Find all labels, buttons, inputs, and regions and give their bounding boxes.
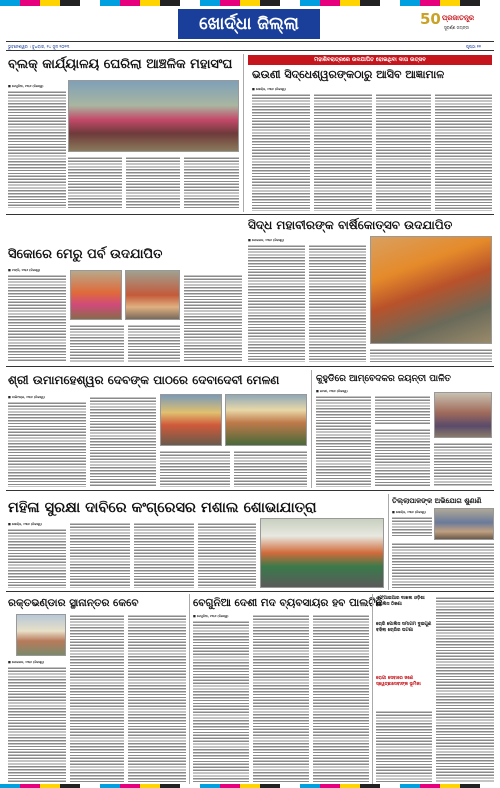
masthead-tag: ସୁବର୍ଣ୍ଣ ଜୟନ୍ତୀ [444,25,470,30]
story-text-block-office-4 [184,156,239,208]
story-text-block-office-2 [68,156,122,208]
masthead-name: ପ୍ରଜାତନ୍ତ୍ର [442,14,475,22]
column-divider-2 [311,370,312,488]
dateline: ଭୁବନେଶ୍ୱର । ବୁଧବାର, ୧୪ ଜୁନ ୨୦୨୩ [8,44,70,49]
story-text-bhaunri-4 [435,93,492,211]
story-text-mahila-2 [70,522,130,588]
headline-tahsil: ତିଲ୍ଲାପାଳଙ୍କ ଅଭିଯୋଗ ଶୁଣାଣି [392,497,482,505]
photo-sikore-women [70,270,122,320]
story-text-siddha-2 [309,244,366,362]
story-text-kuhudi-2 [375,395,430,425]
section-rule-2 [6,366,494,367]
section-rule-3 [6,490,494,491]
page-number: ପୃଷ୍ଠା ୧୧ [466,44,481,49]
kicker-text: ମହାଶିବରାତ୍ରରେ ଉଦଯାପିତ ହୋଇଥିବା ଦାତା ଉତ୍ସବ [314,56,426,63]
photo-rakta-building [16,614,66,656]
byline-shri-uma: ■ ବାଲିଅନ୍ତା, ୧୩ା୬ (ନିଜସ୍ୱ) [8,395,45,399]
headline-begunia: ବେଗୁନିଆ ଦେଶୀ ମଦ ବ୍ୟବସାୟର ହବ ପାଲଟିଛି [193,597,383,609]
dateline-rule [6,50,494,51]
headline-mahila: ମହିଳା ସୁରକ୍ଷା ଦାବିରେ କଂଗ୍ରେସର ମଶାଲ ଶୋଭାଯାତ୍ରା [8,500,317,516]
headline-sikore: ସିକୋରେ ମେରୁ ପର୍ବ ଉଦଯାପିତ [8,247,163,262]
headline-block-office: ବ୍ଲକ୍ କାର୍ଯ୍ୟାଳୟ ଘେରିଲା ଆଞ୍ଚଳିକ ମହାସଂଘ [8,57,233,72]
byline-tahsil: ■ ଖୋର୍ଦ୍ଧା, ୧୩ା୬ (ନିଜସ୍ୱ) [392,510,426,514]
story-text-rakta-1 [8,666,66,782]
story-text-kuhudi-4 [434,442,492,487]
section-rule-4 [6,591,494,592]
header-rule [6,41,494,42]
brief-text-2 [436,596,494,782]
bottom-color-bar [0,784,500,788]
photo-kuhudi-meeting [434,392,492,438]
photo-tahsil-hearing [434,508,494,540]
brief-box-3 [376,676,432,706]
story-text-kuhudi-1 [316,395,371,487]
byline-kuhudi: ■ ଜଟଣୀ, ୧୩ା୬ (ନିଜସ୍ୱ) [316,389,348,393]
byline-block-office: ■ ବେଗୁନିଆ, ୧୩ା୬ (ନିଜସ୍ୱ) [8,84,44,88]
story-text-rakta-3 [128,614,186,782]
headline-siddha: ସିଦ୍ଧ ମହାବୀରଙ୍କ ବାର୍ଷିକୋତ୍ସବ ଉଦଯାପିତ [248,218,453,232]
story-text-mahila-3 [134,522,194,588]
story-text-mahila-4 [198,522,256,588]
photo-sikore-gathering [125,270,180,320]
section-title: ଖୋର୍ଦ୍ଧା ଜିଲ୍ଲା [199,14,299,34]
byline-rakta: ■ ବୋଲଗଡ, ୧୩ା୬ (ନିଜସ୍ୱ) [8,660,45,664]
story-text-sikore-1 [8,274,66,362]
story-text-sikore-3 [128,324,180,362]
headline-bhaunri: ଭଉଣୀ ସିଦ୍ଧେଶ୍ୱରଙ୍କଠାରୁ ଆସିବ ଆଜ୍ଞାମାଳ [252,68,445,81]
section-rule-1 [6,214,494,215]
column-divider-3 [388,494,389,590]
masthead [420,10,498,36]
story-text-bhaunri-2 [314,93,372,211]
brief-text-1 [376,710,432,782]
story-text-siddha-1 [248,244,305,362]
column-divider-1 [243,54,244,212]
section-title-box [178,9,320,39]
story-text-mahila-1 [8,528,66,588]
story-text-tahsil-2 [392,542,494,588]
story-text-begunia-1 [193,620,249,782]
column-divider-4 [189,594,190,784]
photo-block-office-protest [68,80,239,152]
story-text-shri-uma-1 [8,401,86,487]
story-text-siddha-3 [370,348,492,362]
byline-sikore: ■ ଟାଙ୍ଗି, ୧୩ା୬ (ନିଜସ୍ୱ) [8,268,41,272]
byline-bhaunri: ■ ଖୋର୍ଦ୍ଧା, ୧୩ା୬ (ନିଜସ୍ୱ) [252,87,286,91]
column-divider-5 [372,594,373,784]
story-text-shri-uma-2 [90,396,156,487]
story-text-begunia-3 [313,614,369,782]
top-color-bar [0,0,500,6]
brief-2-title: ଚୋରି ପୋଲିସ ସମାଗମ ଦୁଇଗୁଣ ବଢିଲା ଚୋରିର ଘଟଣା [376,622,432,633]
brief-1-title: ଏଫ୍‌ଆଇଆର ଦାଖଲ ଓଡ଼ିଶା ପୋଲିସ ଠିକଣା [376,596,425,607]
story-text-sikore-2 [70,324,124,362]
photo-shri-uma-chariot [160,394,222,446]
story-text-tahsil-1 [392,516,432,536]
brief-box-1 [376,596,432,620]
story-text-begunia-2 [253,614,309,782]
story-text-rakta-2 [70,614,124,782]
story-text-bhaunri-3 [376,93,431,211]
story-text-shri-uma-3 [160,450,230,487]
masthead-years: 50 [420,10,441,28]
headline-kuhudi: କୁହୁଡିରେ ଆମ୍ବେଦକର ଜୟନ୍ତୀ ପାଳିତ [316,374,451,384]
headline-rakta: ରକ୍ତଭଣ୍ଡାର ସ୍ଥାନାନ୍ତର କେବେ [8,597,139,609]
story-text-shri-uma-4 [234,450,307,487]
headline-shri-uma: ଶ୍ରୀ ଉମାମହେଶ୍ୱର ଦେବଙ୍କ ପାଠରେ ଦେବାଦେବୀ ମେଳଣ [8,373,280,387]
byline-siddha: ■ ବୋଲଗଡ, ୧୩ା୬ (ନିଜସ୍ୱ) [248,238,285,242]
photo-mahila-march [260,518,384,588]
story-text-bhaunri-1 [252,93,310,211]
byline-mahila: ■ ଖୋର୍ଦ୍ଧା, ୧୩ା୬ (ନିଜସ୍ୱ) [8,522,42,526]
story-text-sikore-4 [184,274,242,362]
story-text-block-office-1 [8,90,66,208]
photo-shri-uma-temple [225,394,307,446]
story-text-block-office-3 [126,156,180,208]
kicker-bar [248,55,492,65]
photo-siddha-procession [370,236,492,344]
story-text-kuhudi-3 [375,428,430,487]
brief-3-title: ରୋଗୀ ସେବାରେ ଜଣେ ସ୍ୱେଚ୍ଛାସେବୀଙ୍କ ଭୂମିକା [376,676,421,687]
byline-begunia: ■ ବେଗୁନିଆ, ୧୩ା୬ (ନିଜସ୍ୱ) [193,614,229,618]
brief-box-2 [376,622,432,672]
